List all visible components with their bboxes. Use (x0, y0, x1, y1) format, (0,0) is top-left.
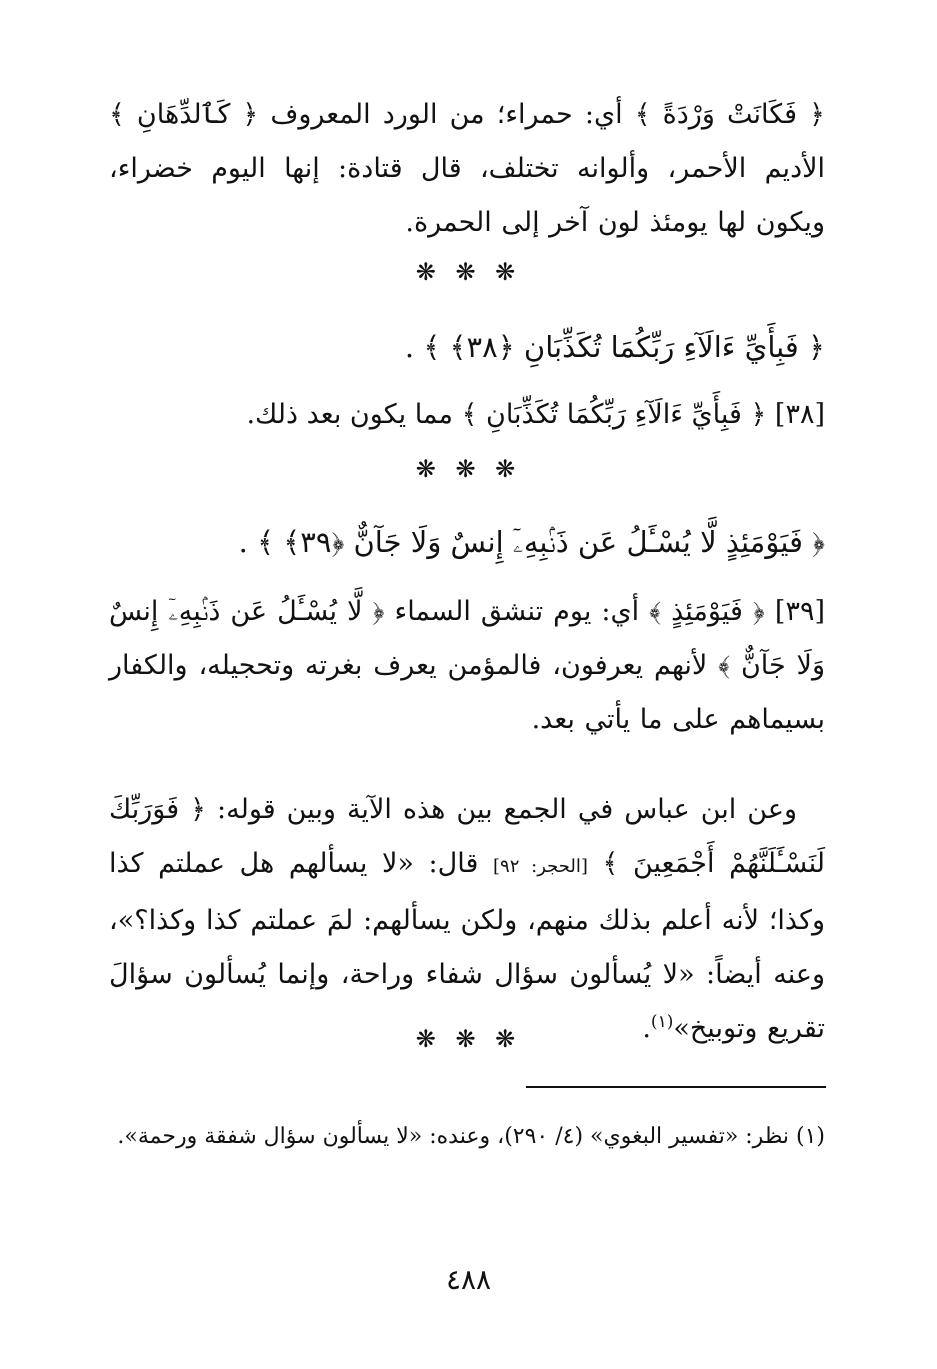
surah-reference: [الحجر: ٩٢] (493, 856, 588, 877)
verse-39: ﴿ فَيَوْمَئِذٍ لَّا يُسْـَٔلُ عَن ذَنۢبِهِۦٓ إِنسٌ وَلَا جَآنٌّ ﴿٣٩﴾ ﴾ . (238, 525, 825, 559)
paragraph-1: ﴿ فَكَانَتْ وَرْدَةً ﴾ أي: حمراء؛ من الورد المعروف ﴿ كَٱلدِّهَانِ ﴾ الأديم الأحمر، وألوانه تختلف، قال قتادة: إنها اليوم خضراء، ويكون لها يومئذ لون آخر إلى الحمرة. (109, 99, 825, 238)
paragraph-ibn-abbas-part1: وعن ابن عباس في الجمع بين هذه الآية وبين قوله: ﴿ فَوَرَبِّكَ لَنَسْـَٔلَنَّهُمْ أَجْمَعِينَ ﴾ (109, 794, 825, 879)
separator-3: ❋ ❋ ❋ (415, 1025, 522, 1053)
paragraph-ibn-abbas-end: . (642, 1013, 651, 1044)
comment-38: [٣٨] ﴿ فَبِأَيِّ ءَالَآءِ رَبِّكُمَا تُكَذِّبَانِ ﴾ مما يكون بعد ذلك. (246, 399, 825, 430)
footnote-marker: (١) (650, 1012, 674, 1032)
footnote-rule (526, 1086, 826, 1088)
footnote: (١) نظر: «تفسير البغوي» (٤/ ٢٩٠)، وعنده: «لا يسألون سؤال شفقة ورحمة». (117, 1124, 825, 1149)
paragraph-ibn-abbas (109, 783, 825, 1056)
paragraph-39: [٣٩] ﴿ فَيَوْمَئِذٍ ﴾ أي: يوم تنشق السماء ﴿ لَّا يُسْـَٔلُ عَن ذَنۢبِهِۦٓ إِنسٌ وَلَا جَآنٌّ ﴾ لأنهم يعرفون، فالمؤمن يعرف بغرته وتحجيله، والكفار بسيماهم على ما يأتي بعد. (109, 596, 825, 735)
separator-1: ❋ ❋ ❋ (415, 258, 522, 286)
page-number: ٤٨٨ (445, 1263, 492, 1296)
paragraph-ibn-abbas-part2: قال: «لا يسألهم هل عملتم كذا وكذا؛ لأنه أعلم بذلك منهم، ولكن يسألهم: لمَ عملتم كذا وكذا؟»، وعنه أيضاً: «لا يُسألون سؤال شفاء وراحة، وإنما يُسألون سؤالَ تقريع وتوبيخ» (109, 848, 825, 1044)
separator-2: ❋ ❋ ❋ (415, 455, 522, 483)
verse-38: ﴿ فَبِأَيِّ ءَالَآءِ رَبِّكُمَا تُكَذِّبَانِ ﴿٣٨﴾ ﴾ . (404, 330, 825, 364)
